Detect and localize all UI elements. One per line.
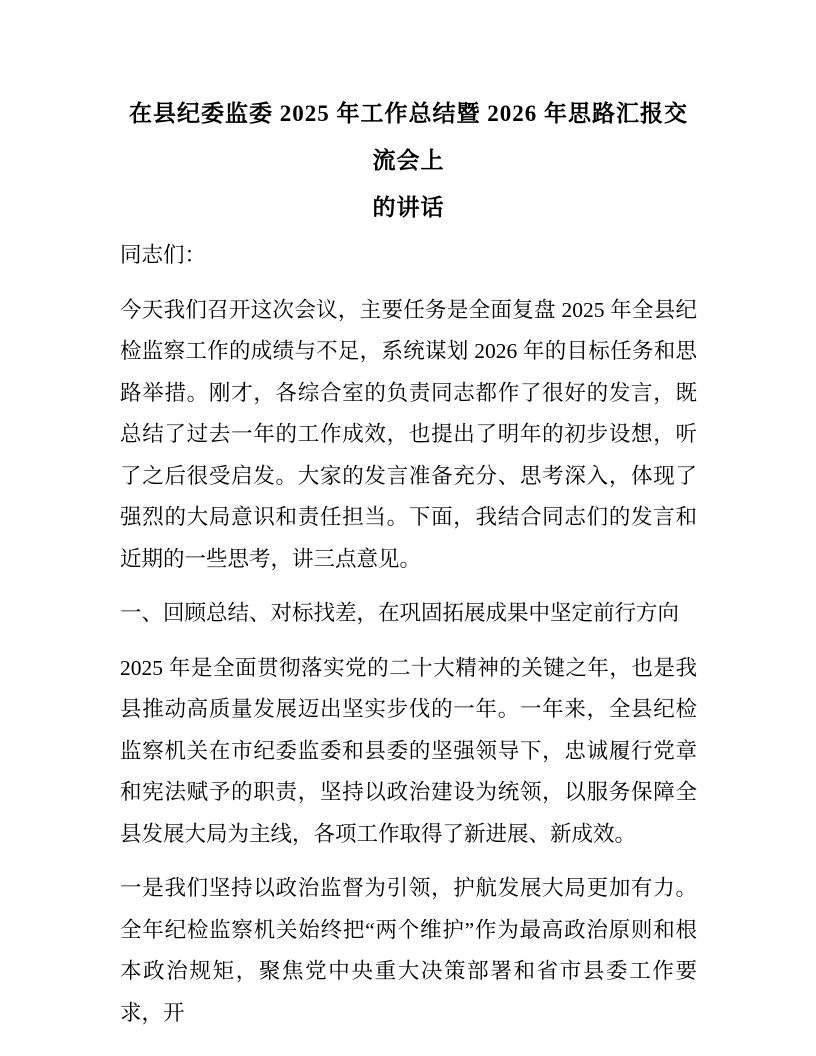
paragraph-point-one: 一是我们坚持以政治监督为引领，护航发展大局更加有力。全年纪检监察机关始终把“两个维护”作为最高政治原则和根本政治规矩，聚焦党中央重大决策部署和省市县委工作要求，开 <box>120 876 697 1025</box>
section-heading-1: 一、回顾总结、对标找差，在巩固拓展成果中坚定前行方向 <box>120 601 680 625</box>
paragraph-review: 2025 年是全面贯彻落实党的二十大精神的关键之年，也是我县推动高质量发展迈出坚实步伐的一年。一年来，全县纪检监察机关在市纪委监委和县委的坚强领导下，忠诚履行党章和宪法赋予的职责，坚持以政治建设为统领，以服务保障全县发展大局为主线，各项工作取得了新进展、新成效。 <box>120 655 697 846</box>
title-line-1: 在县纪委监委 2025 年工作总结暨 2026 年思路汇报交流会上 <box>129 101 688 173</box>
title-line-2: 的讲话 <box>372 195 445 220</box>
salutation: 同志们： <box>120 243 207 267</box>
paragraph-intro: 今天我们召开这次会议，主要任务是全面复盘 2025 年全县纪检监察工作的成绩与不足，系统谋划 2026 年的目标任务和思路举措。刚才，各综合室的负责同志都作了很好的发言，既总结了过去一年的工作成效，也提出了明年的初步设想，听了之后很受启发。大家的发言准备充分、思考深入，体现了强烈的大局意识和责任担当。下面，我结合同志们的发言和近期的一些思考，讲三点意见。 <box>120 297 697 571</box>
document-title <box>120 90 697 231</box>
